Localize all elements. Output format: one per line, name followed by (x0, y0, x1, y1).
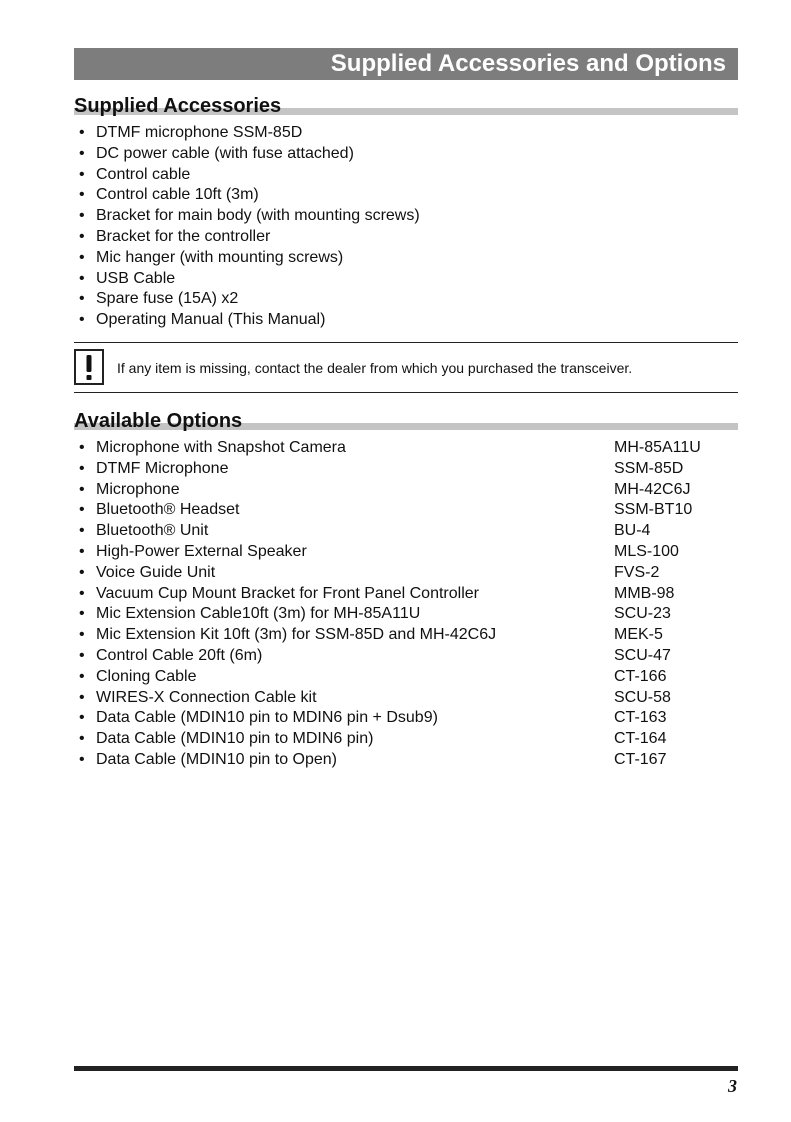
option-name: Cloning Cable (96, 667, 197, 685)
list-item: • Bracket for the controller (78, 227, 420, 248)
option-row (78, 500, 738, 521)
notice-text: If any item is missing, contact the dealer from which you purchased the transceiver. (117, 360, 633, 376)
option-row (78, 438, 738, 459)
option-name: Voice Guide Unit (96, 563, 216, 581)
option-name: WIRES-X Connection Cable kit (96, 688, 317, 706)
page-title: Supplied Accessories and Options (74, 48, 738, 80)
option-row (78, 584, 738, 605)
supplied-accessories-heading (74, 96, 738, 120)
option-code: MH-42C6J (614, 480, 691, 498)
option-row (78, 459, 738, 480)
option-name: Microphone (96, 480, 180, 498)
list-item: • USB Cable (78, 269, 420, 290)
footer-rule (74, 1066, 738, 1071)
list-item: • Spare fuse (15A) x2 (78, 289, 420, 310)
list-item: • Control cable 10ft (3m) (78, 185, 420, 206)
option-code: SSM-BT10 (614, 501, 693, 519)
option-code: MMB-98 (614, 584, 675, 602)
list-item: • DTMF microphone SSM-85D (78, 123, 420, 144)
option-row (78, 688, 738, 709)
option-name: Vacuum Cup Mount Bracket for Front Panel Controller (96, 584, 479, 602)
supplied-accessories-list (78, 123, 420, 331)
option-name: Microphone with Snapshot Camera (96, 439, 346, 456)
option-code: SCU-58 (614, 688, 671, 706)
list-item: • Bracket for main body (with mounting screws) (78, 206, 420, 227)
available-options-heading (74, 411, 738, 435)
option-name: Data Cable (MDIN10 pin to Open) (96, 750, 337, 768)
option-row (78, 708, 738, 729)
option-name: Bluetooth® Unit (96, 522, 209, 540)
option-row (78, 521, 738, 542)
list-item: • Control cable (78, 165, 420, 186)
option-row (78, 667, 738, 688)
option-row (78, 563, 738, 584)
option-code: MH-85A11U (614, 439, 701, 456)
option-name: Data Cable (MDIN10 pin to MDIN6 pin + Dsub9) (96, 709, 438, 727)
option-name: High-Power External Speaker (96, 542, 307, 560)
option-code: CT-166 (614, 667, 667, 685)
option-code: CT-167 (614, 750, 667, 768)
option-row (78, 625, 738, 646)
option-name: Data Cable (MDIN10 pin to MDIN6 pin) (96, 730, 374, 748)
option-code: SSM-85D (614, 459, 684, 477)
option-code: MEK-5 (614, 626, 663, 644)
option-code: BU-4 (614, 522, 651, 540)
supplied-accessories-label: Supplied Accessories (74, 95, 282, 117)
option-name: Mic Extension Cable10ft (3m) for MH-85A11U (96, 605, 421, 623)
option-code: SCU-23 (614, 605, 671, 623)
available-options-list (78, 438, 738, 771)
warning-icon (74, 349, 104, 385)
available-options-label: Available Options (74, 410, 243, 432)
option-code: CT-163 (614, 709, 667, 727)
option-name: Control Cable 20ft (6m) (96, 646, 263, 664)
option-name: DTMF Microphone (96, 459, 229, 477)
option-row (78, 729, 738, 750)
option-code: SCU-47 (614, 646, 671, 664)
option-code: CT-164 (614, 730, 667, 748)
list-item: • Operating Manual (This Manual) (78, 310, 420, 331)
option-name: Bluetooth® Headset (96, 501, 240, 519)
option-row (78, 480, 738, 501)
option-code: FVS-2 (614, 563, 660, 581)
missing-item-notice (74, 342, 738, 393)
option-row (78, 604, 738, 625)
list-item: • DC power cable (with fuse attached) (78, 144, 420, 165)
option-row (78, 542, 738, 563)
page-number: 3 (728, 1076, 737, 1096)
list-item: • Mic hanger (with mounting screws) (78, 248, 420, 269)
option-name: Mic Extension Kit 10ft (3m) for SSM-85D and MH-42C6J (96, 626, 497, 644)
option-row (78, 750, 738, 771)
option-row (78, 646, 738, 667)
option-code: MLS-100 (614, 542, 679, 560)
